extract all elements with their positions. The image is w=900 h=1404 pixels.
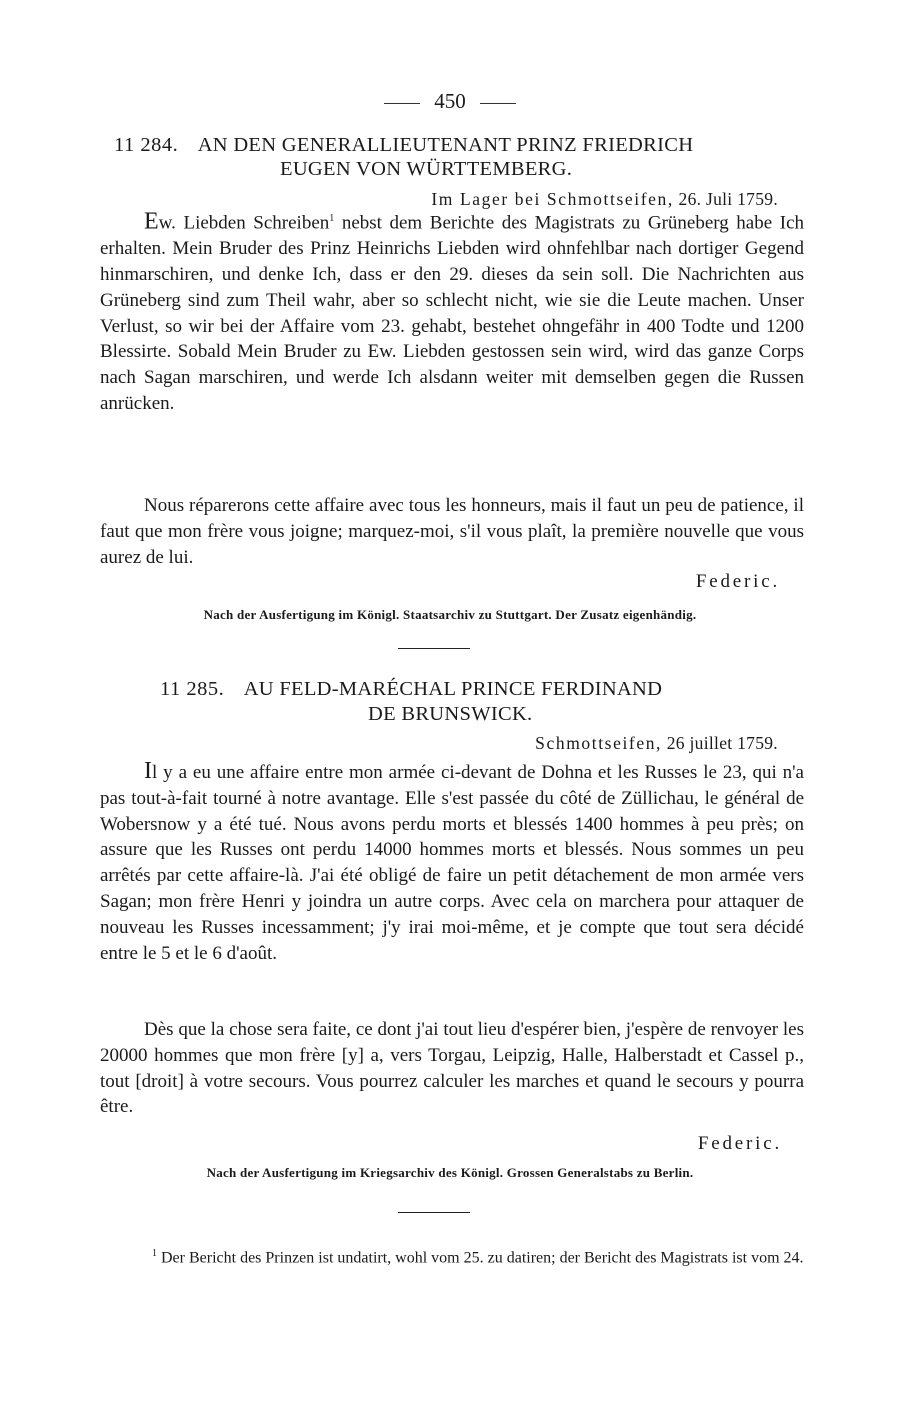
- source-note: Nach der Ausfertigung im Königl. Staatsarchiv zu Stuttgart. Der Zusatz eigenhändig.: [203, 607, 697, 622]
- initial-letter: I: [144, 758, 152, 784]
- footnote-ref: 1: [329, 213, 335, 224]
- dateline: [535, 733, 778, 754]
- continuation-paragraph: Dès que la chose sera faite, ce dont j'ai tout lieu d'espérer bien, j'espère de renvoyer les 20000 hommes que mon frère [y] a, vers Torgau, Leipzig, Halle, Halberstadt et Cassel p., tout [droit] à votre secours. Vous pourrez calculer les marches et quand le secours y pourra être.: [100, 1019, 804, 1118]
- page-number: 450: [0, 89, 900, 114]
- section-divider: [398, 648, 470, 649]
- letter-heading: [114, 133, 804, 157]
- footnote: $^1$ Der Bericht des Prinzen ist undatirt, wohl vom 25. zu datiren; der Bericht des Magistrats ist vom 24.: [152, 1248, 804, 1267]
- letter-paragraph: Il y a eu une affaire entre mon armée ci-devant de Dohna et les Russes le 23, qui n'a pas tout-à-fait tourné à notre avantage. Elle s'est passée du côté de Züllichau, le général de Wobersnow y a été tué. Nous avons perdu morts et blessés 1400 hommes à peu près; on assure que les Russes ont perdu 14000 hommes morts et blessés. Nous sommes un peu arrêtés par cette affaire-là. J'ai été obligé de faire un petit détachement de mon armée vers Sagan; mon frère Henri y joindra un autre corps. Avec cela on marchera pour attaquer de nouveau les Russes incessamment; j'y irai moi-même, et je compte que tout sera décidé entre le 5 et le 6 d'août.: [100, 758, 804, 964]
- initial-letter: E: [144, 208, 159, 235]
- heading-line-2: EUGEN VON WÜRTTEMBERG.: [280, 158, 573, 180]
- heading-line-2: DE BRUNSWICK.: [368, 703, 533, 725]
- page-number-dash-right: [480, 103, 516, 104]
- heading-line-1: AU FELD-MARÉCHAL PRINCE FERDINAND: [243, 678, 663, 700]
- source-note: Nach der Ausfertigung im Kriegsarchiv des Königl. Grossen Generalstabs zu Berlin.: [206, 1165, 694, 1180]
- dateline-place: Im Lager bei Schmottseifen,: [431, 189, 674, 209]
- dateline-date: 26. Juli 1759.: [678, 189, 778, 209]
- heading-line-1: AN DEN GENERALLIEUTENANT PRINZ FRIEDRICH: [197, 134, 694, 156]
- signature: Federic.: [695, 571, 780, 592]
- footnote-marker: 1: [152, 1248, 157, 1259]
- letter-paragraph: Ew. Liebden Schreiben$^1$ nebst dem Berichte des Magistrats zu Grüneberg habe Ich erhalten. Mein Bruder des Prinz Heinrichs Liebden wird ohnfehlbar nach dortiger Gegend hinmarschiren, und denke Ich, dass er den 29. dieses da sein soll. Die Nachrichten aus Grüneberg sind zum Theil wahr, aber so schlecht nicht, wie sie die Leute machen. Unser Verlust, so wir bei der Affaire vom 23. gehabt, bestehet ohngefähr in 400 Todte und 1200 Blessirte. Sobald Mein Bruder zu Ew. Liebden gestossen sein wird, wird das ganze Corps nach Sagan marschiren, und werde Ich alsdann weiter mit demselben gegen die Russen anrücken.: [100, 208, 804, 414]
- letter-heading: [160, 677, 780, 701]
- postscript-paragraph: Nous réparerons cette affaire avec tous les honneurs, mais il faut un peu de patience, il faut que mon frère vous joigne; marquez-moi, s'il vous plaît, la première nouvelle que vous aurez de lui.: [100, 495, 804, 568]
- letter-number: 11 284.: [114, 134, 179, 156]
- signature: Federic.: [697, 1133, 782, 1154]
- footnote-divider: [398, 1212, 470, 1213]
- page-number-dash-left: [384, 103, 420, 104]
- dateline-date: 26 juillet 1759.: [666, 733, 778, 753]
- dateline-place: Schmottseifen,: [535, 733, 663, 753]
- letter-number: 11 285.: [160, 678, 225, 700]
